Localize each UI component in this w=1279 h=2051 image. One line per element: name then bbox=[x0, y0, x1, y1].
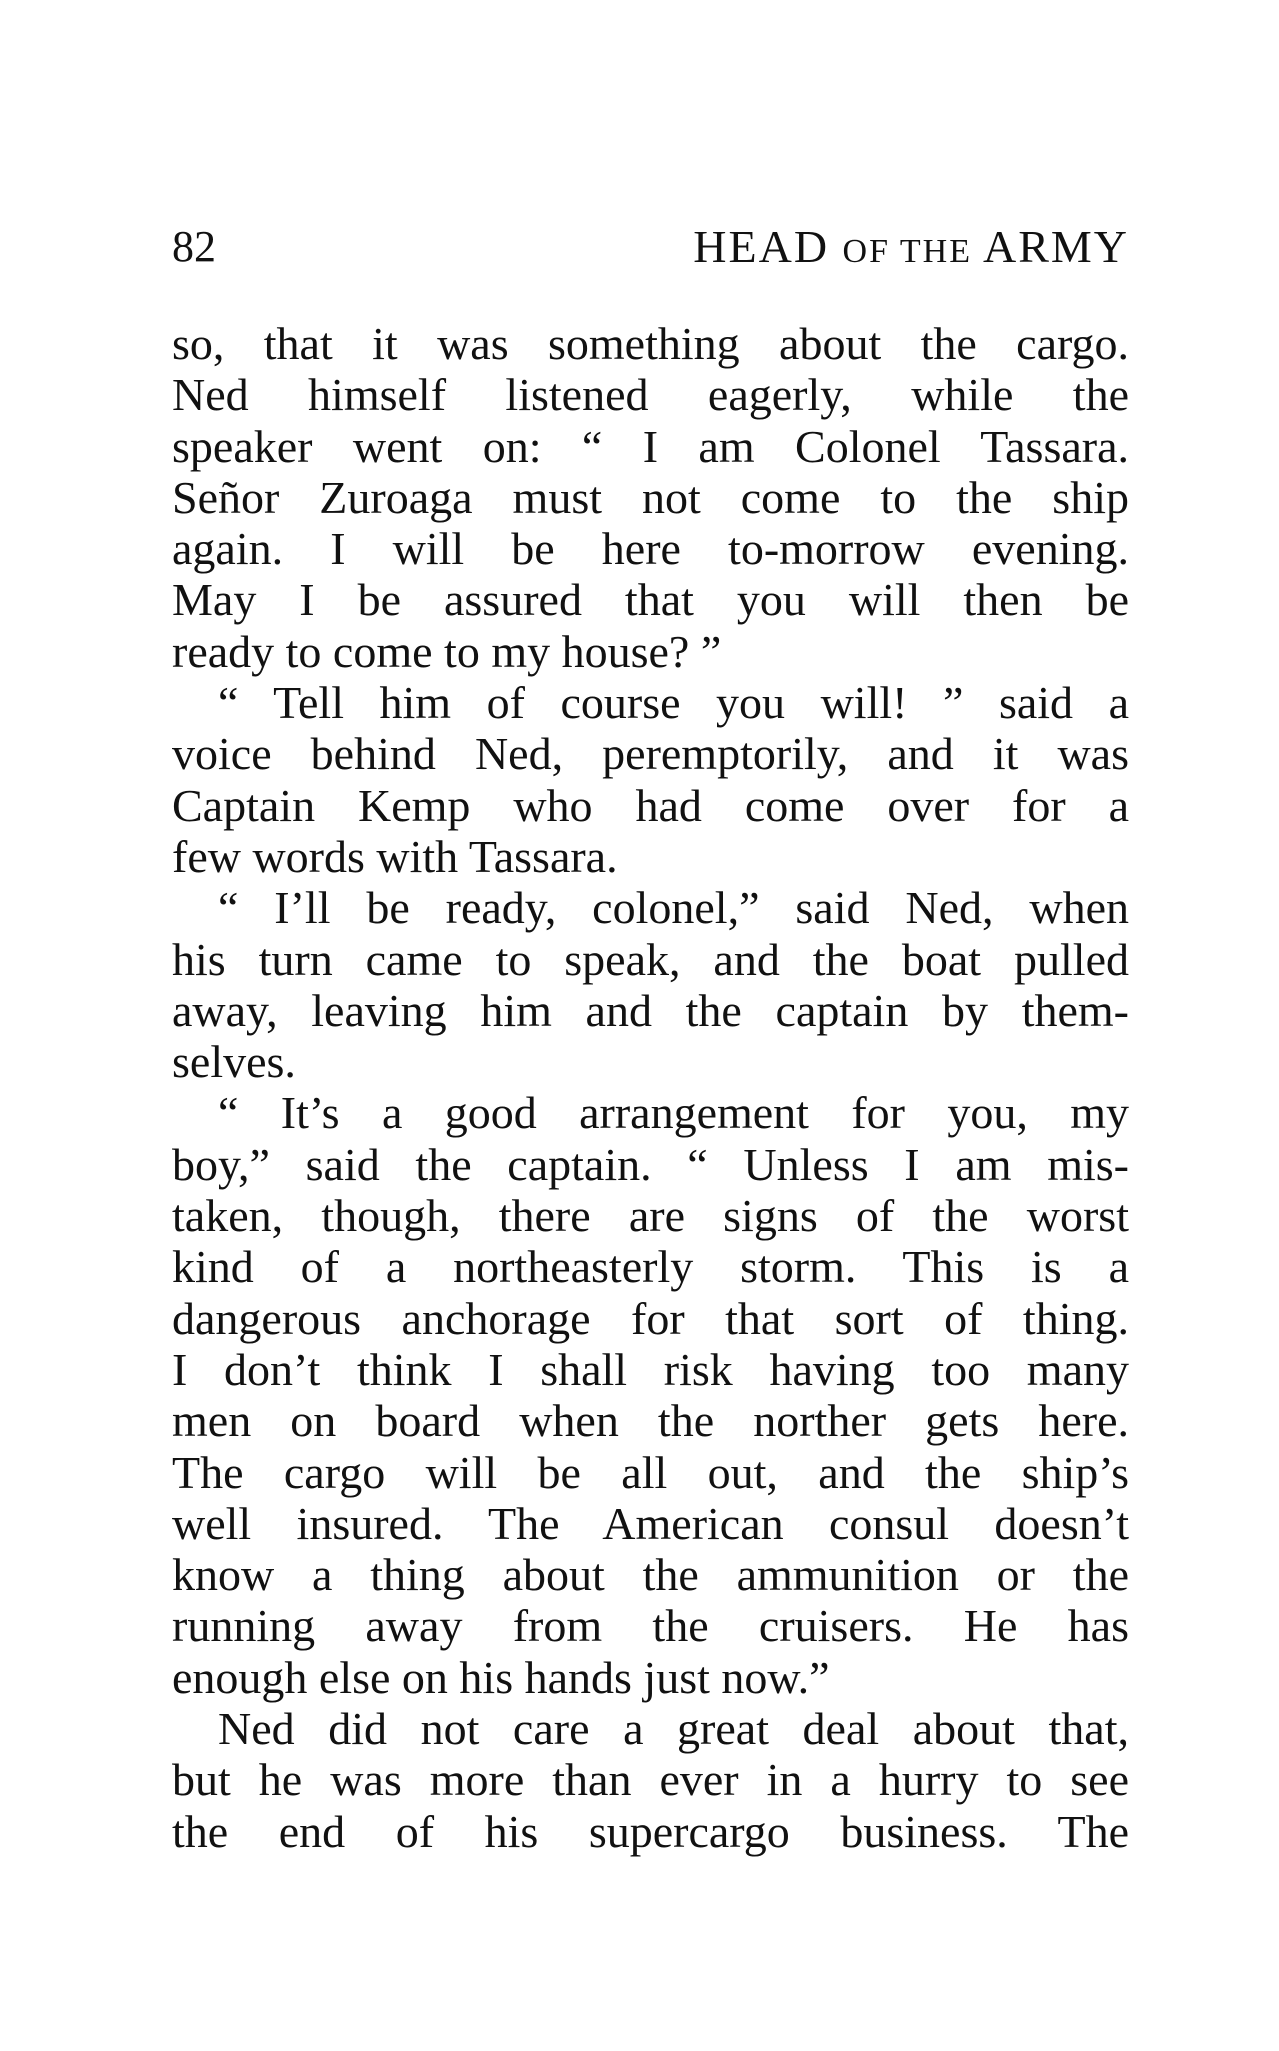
page-header bbox=[172, 218, 1129, 276]
text-line: his turn came to speak, and the boat pulled bbox=[172, 933, 1129, 985]
text-line: Captain Kemp who had come over for a bbox=[172, 779, 1129, 831]
text-line: enough else on his hands just now.” bbox=[172, 1651, 830, 1703]
text-line: “ Tell him of course you will! ” said a bbox=[218, 677, 1129, 729]
running-head bbox=[693, 218, 1129, 281]
text-line: boy,” said the captain. “ Unless I am mis- bbox=[172, 1138, 1129, 1190]
text-line: I don’t think I shall risk having too many bbox=[172, 1343, 1129, 1395]
page-number: 82 bbox=[172, 222, 216, 271]
text-line: dangerous anchorage for that sort of thing. bbox=[172, 1292, 1129, 1344]
text-line: voice behind Ned, peremptorily, and it was bbox=[172, 728, 1129, 780]
text-line: kind of a northeasterly storm. This is a bbox=[172, 1241, 1129, 1293]
text-line: Ned did not care a great deal about that, bbox=[218, 1703, 1129, 1755]
text-line: away, leaving him and the captain by them- bbox=[172, 984, 1129, 1036]
text-line: know a thing about the ammunition or the bbox=[172, 1549, 1129, 1601]
text-line: The cargo will be all out, and the ship’s bbox=[172, 1446, 1129, 1498]
running-head-word-of-the: OF THE bbox=[842, 233, 972, 270]
text-line: “ I’ll be ready, colonel,” said Ned, when bbox=[218, 882, 1129, 934]
text-line: speaker went on: “ I am Colonel Tassara. bbox=[172, 420, 1129, 472]
running-head-word-army: ARMY bbox=[982, 221, 1129, 272]
text-line: so, that it was something about the cargo. bbox=[172, 318, 1129, 369]
text-line: “ It’s a good arrangement for you, my bbox=[218, 1087, 1129, 1139]
text-line: Señor Zuroaga must not come to the ship bbox=[172, 471, 1129, 523]
text-line: well insured. The American consul doesn’t bbox=[172, 1497, 1129, 1549]
running-head-word-head: HEAD bbox=[693, 221, 830, 272]
text-line: again. I will be here to-morrow evening. bbox=[172, 523, 1129, 575]
text-line: few words with Tassara. bbox=[172, 830, 618, 882]
text-line: ready to come to my house? ” bbox=[172, 625, 722, 677]
body-text bbox=[172, 318, 1129, 1857]
text-line: the end of his supercargo business. The bbox=[172, 1805, 1129, 1857]
text-line: but he was more than ever in a hurry to see bbox=[172, 1754, 1129, 1806]
text-line: May I be assured that you will then be bbox=[172, 574, 1129, 626]
text-line: selves. bbox=[172, 1036, 296, 1088]
text-line: taken, though, there are signs of the worst bbox=[172, 1190, 1129, 1242]
text-line: running away from the cruisers. He has bbox=[172, 1600, 1129, 1652]
text-line: Ned himself listened eagerly, while the bbox=[172, 369, 1129, 421]
text-line: men on board when the norther gets here. bbox=[172, 1395, 1129, 1447]
